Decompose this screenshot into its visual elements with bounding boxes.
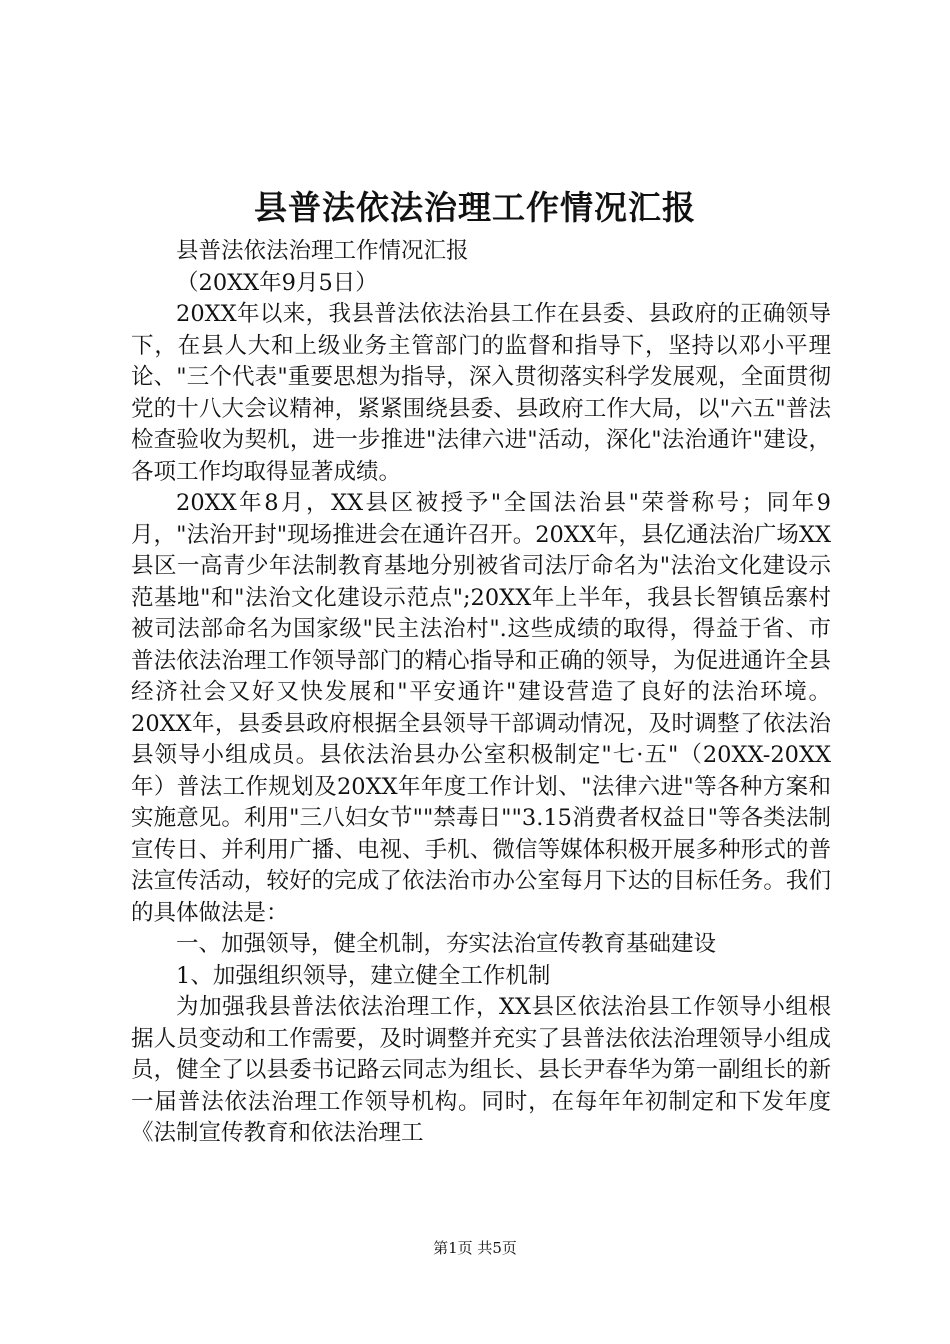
document-body	[131, 236, 831, 1150]
section-heading-1: 一、加强领导，健全机制，夯实法治宣传教育基础建设	[176, 931, 717, 957]
subsection-heading-1-1: 1、加强组织领导，建立健全工作机制	[176, 962, 551, 989]
paragraph-achievements: 20XX年8月，XX县区被授予"全国法治县"荣誉称号；同年9月，"法治开封"现场推进会在通许召开。20XX年，县亿通法治广场XX县区一高青少年法制教育基地分别被省司法厅命名为"法治文化建设示范基地"和"法治文化建设示范点";20XX年上半年，我县长智镇岳寨村被司法部命名为国家级"民主法治村".这些成绩的取得，得益于省、市普法依法治理工作领导部门的精心指导和正确的领导，为促进通许全县经济社会又好又快发展和"平安通许"建设营造了良好的法治环境。20XX年，县委县政府根据全县领导干部调动情况，及时调整了依法治县领导小组成员。县依法治县办公室积极制定"七·五"（20XX-20XX年）普法工作规划及20XX年年度工作计划、"法律六进"等各种方案和实施意见。利用"三八妇女节""禁毒日""3.15消费者权益日"等各类法制宣传日、并利用广播、电视、手机、微信等媒体积极开展多种形式的普法宣传活动，较好的完成了依法治市办公室每月下达的目标任务。我们的具体做法是：	[131, 490, 831, 926]
paragraph-date: （20XX年9月5日）	[176, 269, 378, 296]
page-footer: 第1页 共5页	[433, 1239, 517, 1257]
paragraph-leadership: 为加强我县普法依法治理工作，XX县区依法治县工作领导小组根据人员变动和工作需要，及时调整并充实了县普法依法治理领导小组成员，健全了以县委书记路云同志为组长、县长尹春华为第一副组长的新一届普法依法治理工作领导机构。同时，在每年年初制定和下发年度《法制宣传教育和依法治理工	[131, 994, 831, 1146]
paragraph-subtitle: 县普法依法治理工作情况汇报	[176, 238, 469, 264]
document-title: 县普法依法治理工作情况汇报	[254, 188, 696, 227]
paragraph-intro: 20XX年以来，我县普法依法治县工作在县委、县政府的正确领导下，在县人大和上级业务主管部门的监督和指导下，坚持以邓小平理论、"三个代表"重要思想为指导，深入贯彻落实科学发展观，全面贯彻党的十八大会议精神，紧紧围绕县委、县政府工作大局，以"六五"普法检查验收为契机，进一步推进"法律六进"活动，深化"法治通许"建设，各项工作均取得显著成绩。	[131, 301, 831, 485]
